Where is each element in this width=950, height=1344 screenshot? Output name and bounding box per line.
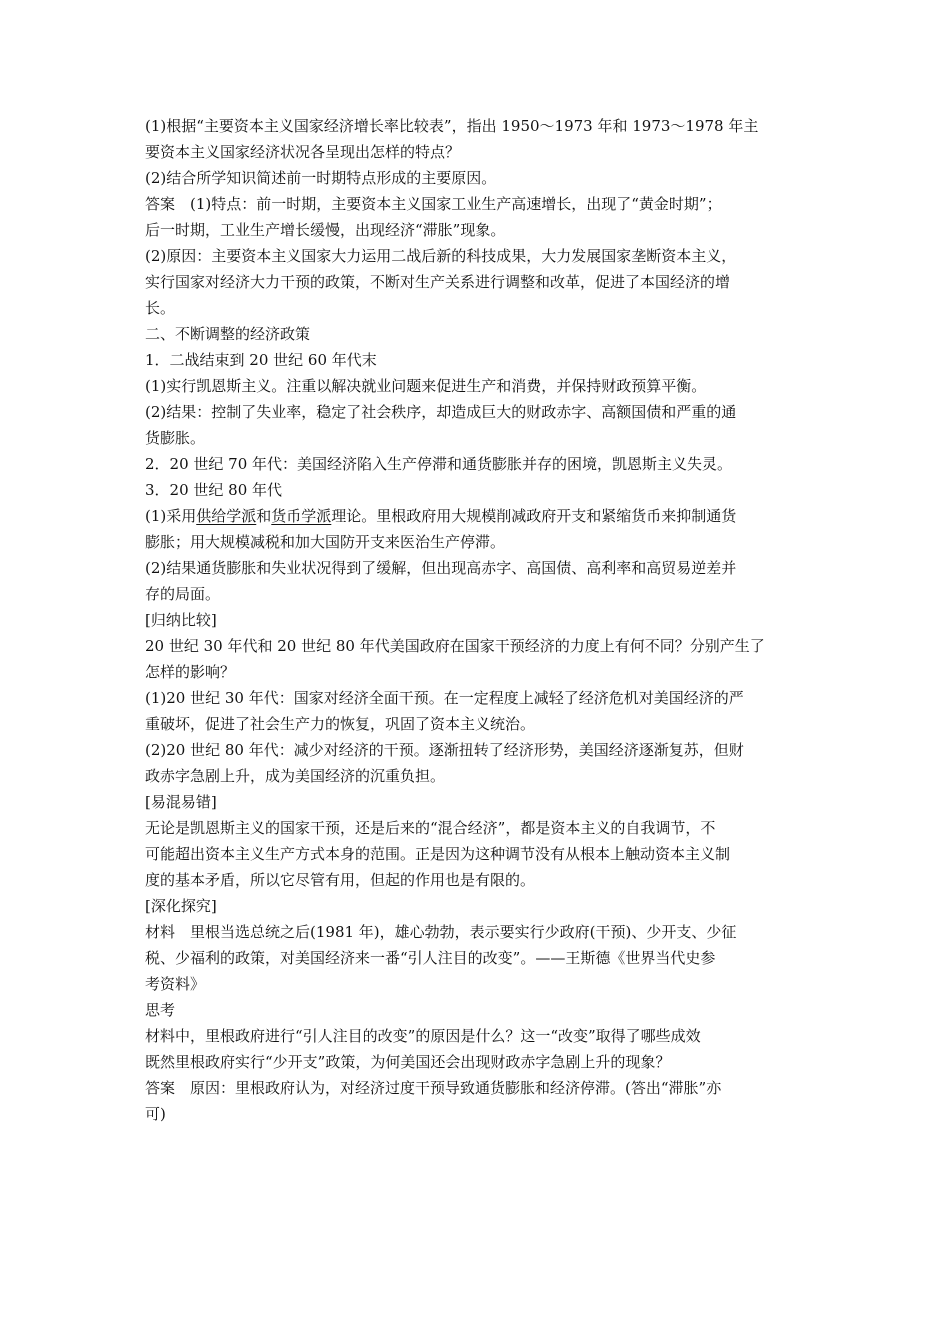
text-line: 实行国家对经济大力干预的政策，不断对生产关系进行调整和改革，促进了本国经济的增 [145, 273, 731, 291]
text-line: 度的基本矛盾，所以它尽管有用，但起的作用也是有限的。 [145, 871, 536, 889]
text-line: 后一时期，工业生产增长缓慢，出现经济“滞胀”现象。 [145, 221, 506, 239]
text-line-underlined-terms [145, 503, 810, 529]
text-line: 材料中，里根政府进行“引人注目的改变”的原因是什么？这一“改变”取得了哪些成效 [145, 1027, 701, 1045]
section-label: [归纳比较] [145, 611, 217, 629]
text-line: 考资料》 [145, 975, 206, 993]
text-line: 存的局面。 [145, 585, 221, 603]
text-line: 1．二战结束到 20 世纪 60 年代末 [145, 351, 377, 369]
text-line: (2)结果通货膨胀和失业状况得到了缓解，但出现高赤字、高国债、高利率和高贸易逆差并 [145, 559, 737, 577]
text-line: 政赤字急剧上升，成为美国经济的沉重负担。 [145, 767, 446, 785]
text-fragment: (1)采用 [145, 507, 197, 525]
text-line: (1)根据“主要资本主义国家经济增长率比较表”，指出 1950～1973 年和 1973～1978 年主 [145, 117, 759, 135]
text-line: 3．20 世纪 80 年代 [145, 481, 283, 499]
text-line: 答案 原因：里根政府认为，对经济过度干预导致通货膨胀和经济停滞。(答出“滞胀”亦 [145, 1079, 722, 1097]
section-label: [深化探究] [145, 897, 217, 915]
underlined-term-supply-side: 供给学派 [196, 507, 257, 525]
text-line: 材料 里根当选总统之后(1981 年)，雄心勃勃，表示要实行少政府(干预)、少开支、少征 [145, 923, 737, 941]
text-line: 答案 (1)特点：前一时期，主要资本主义国家工业生产高速增长，出现了“黄金时期”； [145, 195, 722, 213]
text-line: (1)实行凯恩斯主义。注重以解决就业问题来促进生产和消费，并保持财政预算平衡。 [145, 377, 707, 395]
text-line: 无论是凯恩斯主义的国家干预，还是后来的“混合经济”，都是资本主义的自我调节，不 [145, 819, 716, 837]
text-line: (1)20 世纪 30 年代：国家对经济全面干预。在一定程度上减轻了经济危机对美国经济的严 [145, 689, 744, 707]
underlined-term-monetarism: 货币学派 [271, 507, 332, 525]
text-line: (2)原因：主要资本主义国家大力运用二战后新的科技成果，大力发展国家垄断资本主义， [145, 247, 737, 265]
text-line: 可能超出资本主义生产方式本身的范围。正是因为这种调节没有从根本上触动资本主义制 [145, 845, 731, 863]
text-line: 税、少福利的政策，对美国经济来一番“引人注目的改变”。——王斯德《世界当代史参 [145, 949, 716, 967]
text-line: 要资本主义国家经济状况各呈现出怎样的特点？ [145, 143, 461, 161]
text-line: (2)20 世纪 80 年代：减少对经济的干预。逐渐扭转了经济形势，美国经济逐渐复苏，但财 [145, 741, 744, 759]
section-label: 思考 [145, 1001, 176, 1019]
text-line: 怎样的影响？ [145, 663, 236, 681]
section-label: [易混易错] [145, 793, 217, 811]
text-line: 既然里根政府实行“少开支”政策，为何美国还会出现财政赤字急剧上升的现象？ [145, 1053, 671, 1071]
text-line: (2)结合所学知识简述前一时期特点形成的主要原因。 [145, 169, 497, 187]
text-line: 可) [145, 1105, 166, 1123]
text-line: 20 世纪 30 年代和 20 世纪 80 年代美国政府在国家干预经济的力度上有何不同？分别产生了 [145, 637, 765, 655]
text-fragment: 理论。里根政府用大规模削减政府开支和紧缩货币来抑制通货 [331, 507, 737, 525]
text-line: (2)结果：控制了失业率，稳定了社会秩序，却造成巨大的财政赤字、高额国债和严重的通 [145, 403, 737, 421]
document-body [145, 113, 810, 1127]
text-line: 重破坏，促进了社会生产力的恢复，巩固了资本主义统治。 [145, 715, 536, 733]
text-line: 2．20 世纪 70 年代：美国经济陷入生产停滞和通货膨胀并存的困境，凯恩斯主义失灵。 [145, 455, 733, 473]
text-line: 膨胀；用大规模减税和加大国防开支来医治生产停滞。 [145, 533, 506, 551]
text-fragment: 和 [256, 507, 272, 525]
text-line: 长。 [145, 299, 176, 317]
section-heading: 二、不断调整的经济政策 [145, 325, 311, 343]
text-line: 货膨胀。 [145, 429, 206, 447]
